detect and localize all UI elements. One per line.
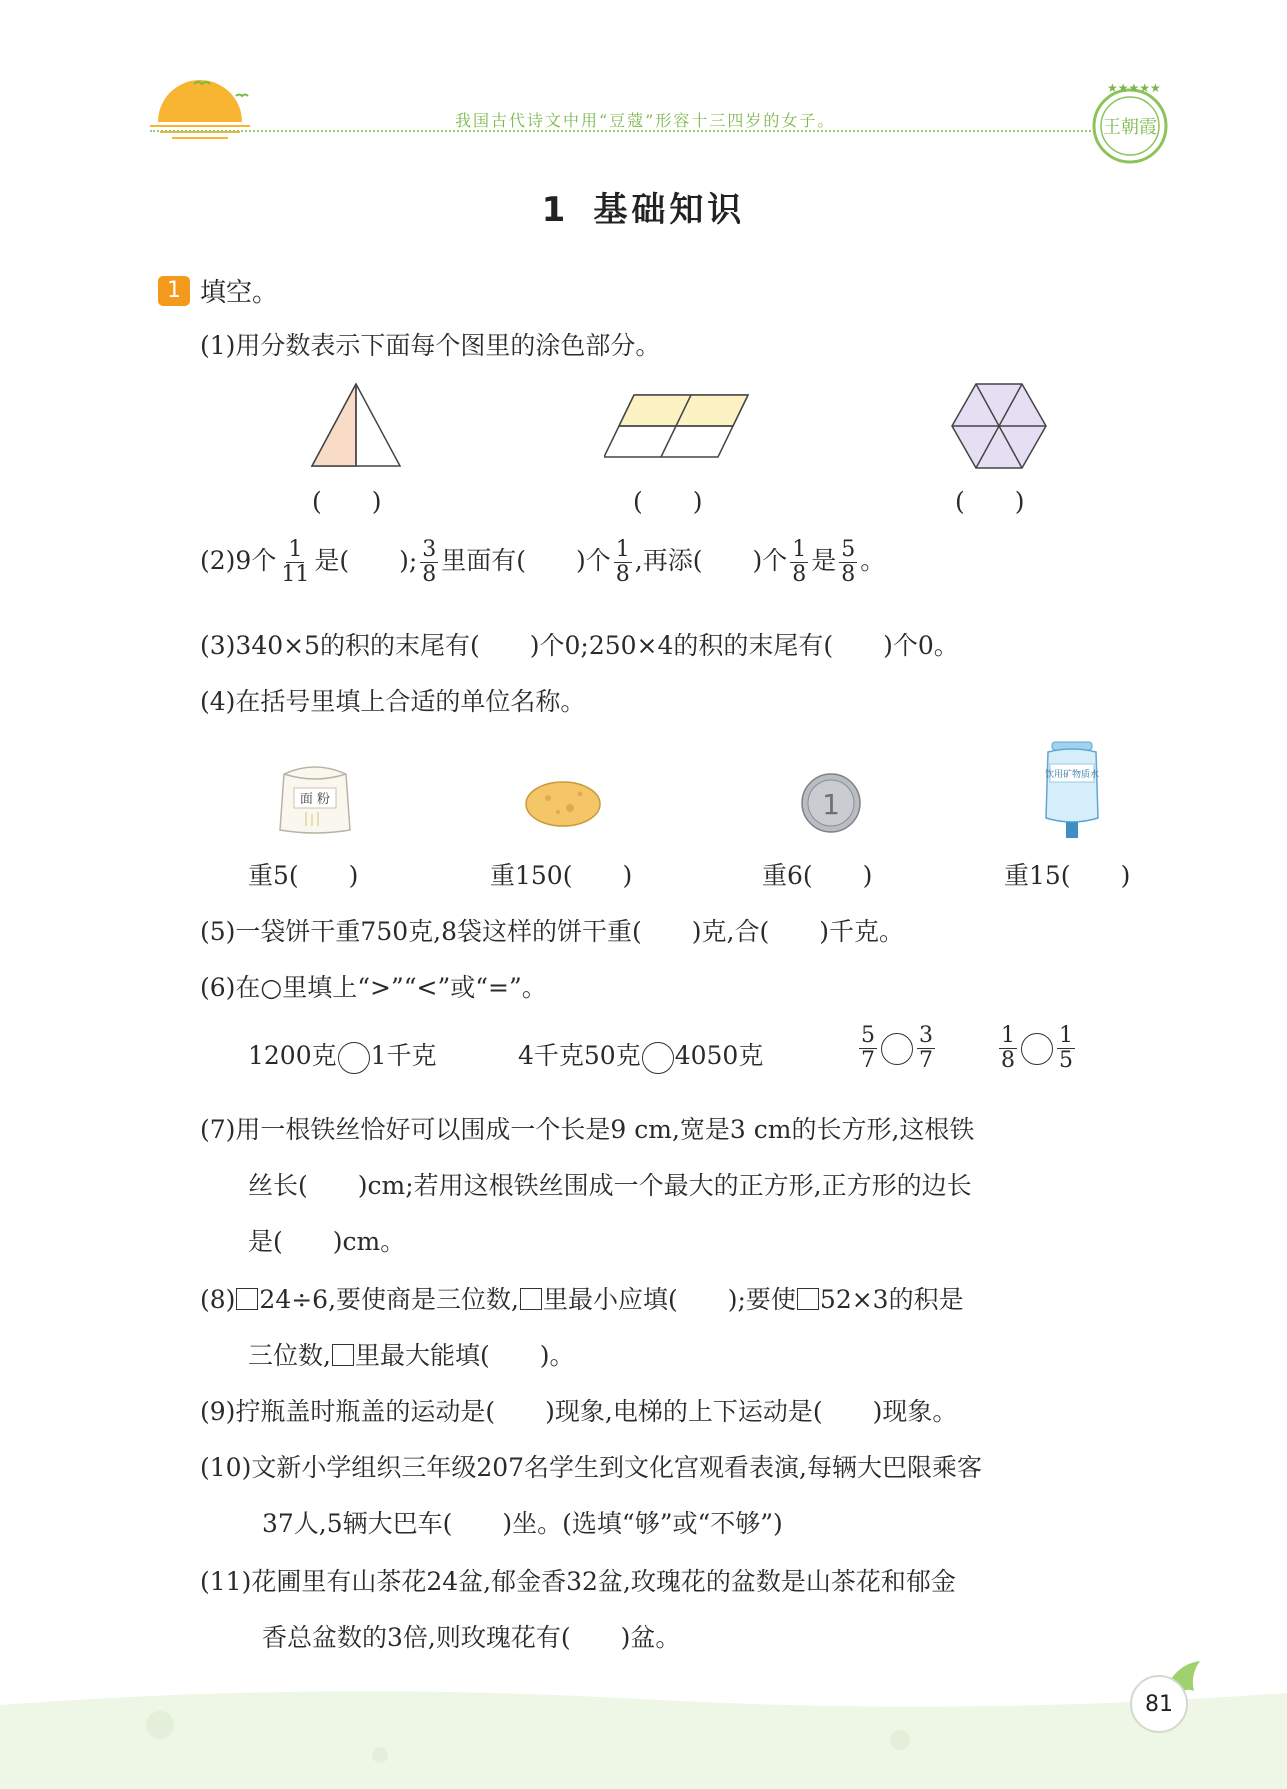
svg-text:1: 1: [822, 788, 840, 821]
page-title: [0, 182, 1287, 231]
question-2: [200, 538, 885, 587]
q2-text-3: 里面有( )个: [441, 546, 611, 576]
digit-box-1[interactable]: [236, 1288, 258, 1310]
question-5: (5)一袋饼干重750克,8袋这样的饼干重( )克,合( )千克。: [200, 917, 904, 946]
compare-circle-2[interactable]: [642, 1042, 674, 1074]
section-number-badge: 1: [158, 276, 190, 306]
question-4: (4)在括号里填上合适的单位名称。: [200, 687, 586, 716]
question-8-line-2: 三位数, 里最大能填( )。: [248, 1341, 575, 1370]
q2-text-2: 是( );: [314, 546, 418, 576]
question-1: (1)用分数表示下面每个图里的涂色部分。: [200, 331, 661, 360]
question-10-line-1: (10)文新小学组织三年级207名学生到文化宫观看表演,每辆大巴限乘客: [200, 1453, 982, 1482]
flour-bag-icon: [276, 760, 354, 836]
title-number: 1: [541, 190, 570, 230]
compare-2: 4千克50克 4050克: [518, 1036, 763, 1074]
answer-blank-2[interactable]: ( ): [633, 487, 703, 516]
question-11-line-1: (11)花圃里有山茶花24盆,郁金香32盆,玫瑰花的盆数是山茶花和郁金: [200, 1567, 956, 1596]
svg-text:面 粉: 面 粉: [299, 792, 331, 807]
digit-box-4[interactable]: [332, 1344, 354, 1366]
q2-text-5: 是: [811, 546, 837, 576]
question-10-line-2: 37人,5辆大巴车( )坐。(选填“够”或“不够”): [262, 1509, 783, 1538]
section-title: 填空。: [200, 278, 279, 308]
compare-1: 1200克 1千克: [248, 1036, 437, 1074]
compare-4: $\frac{1}{8}$ $\frac{1}{5}$: [1001, 1023, 1073, 1074]
question-7-line-1: (7)用一根铁丝恰好可以围成一个长是9 cm,宽是3 cm的长方形,这根铁: [200, 1115, 975, 1144]
fraction-3-8: $\frac{3}{8}$: [422, 537, 437, 588]
water-bottle-icon: [1042, 740, 1102, 842]
badge-text: 王朝霞: [1103, 117, 1157, 138]
parallelogram-figure: [604, 393, 750, 459]
answer-blank-3[interactable]: ( ): [955, 487, 1025, 516]
fraction-1-8-a: $\frac{1}{8}$: [615, 537, 630, 588]
question-3: (3)340×5的积的末尾有( )个0;250×4的积的末尾有( )个0。: [200, 631, 959, 660]
brand-badge-icon: [1085, 78, 1175, 168]
hexagon-figure: [950, 382, 1048, 470]
compare-circle-3[interactable]: [881, 1033, 913, 1065]
question-7-line-2: 丝长( )cm;若用这根铁丝围成一个最大的正方形,正方形的边长: [248, 1171, 972, 1200]
question-7-line-3: 是( )cm。: [248, 1227, 406, 1256]
answer-blank-1[interactable]: ( ): [312, 487, 382, 516]
footer-background: [0, 1685, 1287, 1789]
title-text: 基础知识: [593, 190, 746, 230]
q2-text-1: (2)9个: [200, 546, 277, 576]
question-11-line-2: 香总盆数的3倍,则玫瑰花有( )盆。: [262, 1623, 681, 1652]
question-9: (9)拧瓶盖时瓶盖的运动是( )现象,电梯的上下运动是( )现象。: [200, 1397, 958, 1426]
weight-flour: 重5( ): [248, 861, 359, 890]
weight-coin: 重6( ): [762, 861, 873, 890]
question-8-line-1: (8) 24÷6,要使商是三位数, 里最小应填( );要使 52×3的积是: [200, 1285, 964, 1314]
header-quote: 我国古代诗文中用“豆蔻”形容十三四岁的女子。: [455, 111, 836, 130]
triangle-figure: [310, 382, 402, 470]
section-header: [158, 272, 278, 309]
fraction-1-8-b: $\frac{1}{8}$: [792, 537, 807, 588]
weight-bottle: 重15( ): [1004, 861, 1131, 890]
svg-text:饮用矿物质水: 饮用矿物质水: [1044, 770, 1100, 780]
fraction-5-8: $\frac{5}{8}$: [841, 537, 856, 588]
pancake-icon: [524, 778, 602, 828]
weight-pancake: 重150( ): [490, 861, 633, 890]
q2-text-6: 。: [860, 546, 886, 576]
question-6: (6)在○里填上“>”“<”或“=”。: [200, 973, 547, 1002]
fraction-1-11: $\frac{1}{11}$: [281, 537, 310, 588]
digit-box-3[interactable]: [797, 1288, 819, 1310]
compare-circle-1[interactable]: [338, 1042, 370, 1074]
coin-icon: [800, 772, 862, 834]
page-number: 81: [1130, 1675, 1188, 1733]
svg-text:★★★★★: ★★★★★: [1107, 81, 1161, 95]
q2-text-4: ,再添( )个: [634, 546, 788, 576]
compare-3: $\frac{5}{7}$ $\frac{3}{7}$: [861, 1023, 933, 1074]
compare-circle-4[interactable]: [1021, 1033, 1053, 1065]
sunset-icon: [150, 70, 250, 150]
digit-box-2[interactable]: [520, 1288, 542, 1310]
